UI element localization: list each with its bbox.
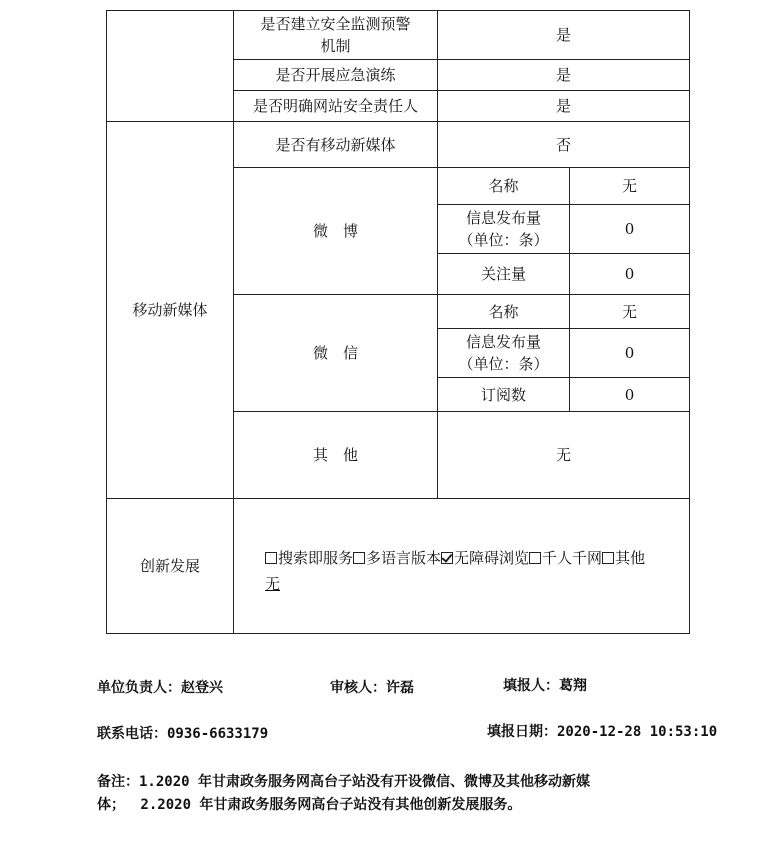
wechat-name-label: 名称 xyxy=(488,302,519,321)
table-border-bottom xyxy=(106,633,690,634)
report-table xyxy=(106,10,690,634)
wechat-name-value: 无 xyxy=(621,302,637,321)
wechat-subscribers-label: 订阅数 xyxy=(480,385,526,404)
mobile-media-section-label: 移动新媒体 xyxy=(132,301,208,319)
wechat-subscribers-value: 0 xyxy=(624,385,635,404)
checkbox-other[interactable] xyxy=(602,552,614,564)
label-line: 信息发布量 xyxy=(465,209,541,227)
note-line-1: 备注：1.2020 年甘肃政务服务网高台子站没有开设微信、微博及其他移动新媒 xyxy=(97,774,590,790)
checkbox-multilingual[interactable] xyxy=(353,552,365,564)
weibo-name-label: 名称 xyxy=(488,177,519,195)
wechat-posts-label xyxy=(438,329,569,377)
other-media-label: 其 他 xyxy=(312,446,358,464)
option-label: 多语言版本 xyxy=(366,549,442,567)
label-line: 机制 xyxy=(320,37,351,55)
table-border-right xyxy=(689,10,690,634)
unit-head: 单位负责人：赵登兴 xyxy=(97,680,223,696)
weibo-name-value: 无 xyxy=(621,177,637,195)
label-line: （单位：条） xyxy=(458,231,549,249)
option-label: 千人千网 xyxy=(542,549,603,567)
weibo-label: 微 博 xyxy=(312,222,358,240)
option-label: 无障碍浏览 xyxy=(454,549,530,567)
checkbox-search-service[interactable] xyxy=(265,552,277,564)
wechat-posts-value: 0 xyxy=(624,344,635,362)
option-label: 搜索即服务 xyxy=(278,549,354,567)
has-mobile-media-value: 否 xyxy=(555,135,571,154)
weibo-followers-value: 0 xyxy=(624,265,635,283)
note-line-2: 体； 2.2020 年甘肃政务服务网高台子站没有其他创新发展服务。 xyxy=(97,797,522,813)
security-owner-value: 是 xyxy=(555,97,571,115)
checkbox-personalized[interactable] xyxy=(529,552,541,564)
label-line: 是否建立安全监测预警 xyxy=(260,15,411,33)
checkbox-accessibility[interactable] xyxy=(441,552,453,564)
wechat-label: 微 信 xyxy=(312,344,358,362)
weibo-followers-label: 关注量 xyxy=(480,265,526,283)
other-media-value: 无 xyxy=(555,446,571,464)
innovation-options-line xyxy=(265,545,645,571)
label-line: 信息发布量 xyxy=(465,333,541,351)
innovation-section-label: 创新发展 xyxy=(139,557,200,575)
weibo-posts-value: 0 xyxy=(624,220,635,238)
label-line: （单位：条） xyxy=(458,355,549,373)
security-monitoring-value: 是 xyxy=(555,26,571,44)
emergency-drill-label: 是否开展应急演练 xyxy=(275,66,396,84)
filler: 填报人：葛翔 xyxy=(503,678,587,694)
fill-date: 填报日期：2020-12-28 10:53:10 xyxy=(487,724,718,740)
security-monitoring-label xyxy=(234,11,437,59)
option-label: 其他 xyxy=(615,549,646,567)
weibo-posts-label xyxy=(438,205,569,253)
innovation-options xyxy=(265,545,645,597)
contact-phone: 联系电话：0936-6633179 xyxy=(97,726,269,742)
emergency-drill-value: 是 xyxy=(555,66,571,84)
security-owner-label: 是否明确网站安全责任人 xyxy=(252,97,418,115)
reviewer: 审核人：许磊 xyxy=(330,680,414,696)
innovation-other-text: 无 xyxy=(265,575,281,593)
has-mobile-media-label: 是否有移动新媒体 xyxy=(275,135,396,154)
